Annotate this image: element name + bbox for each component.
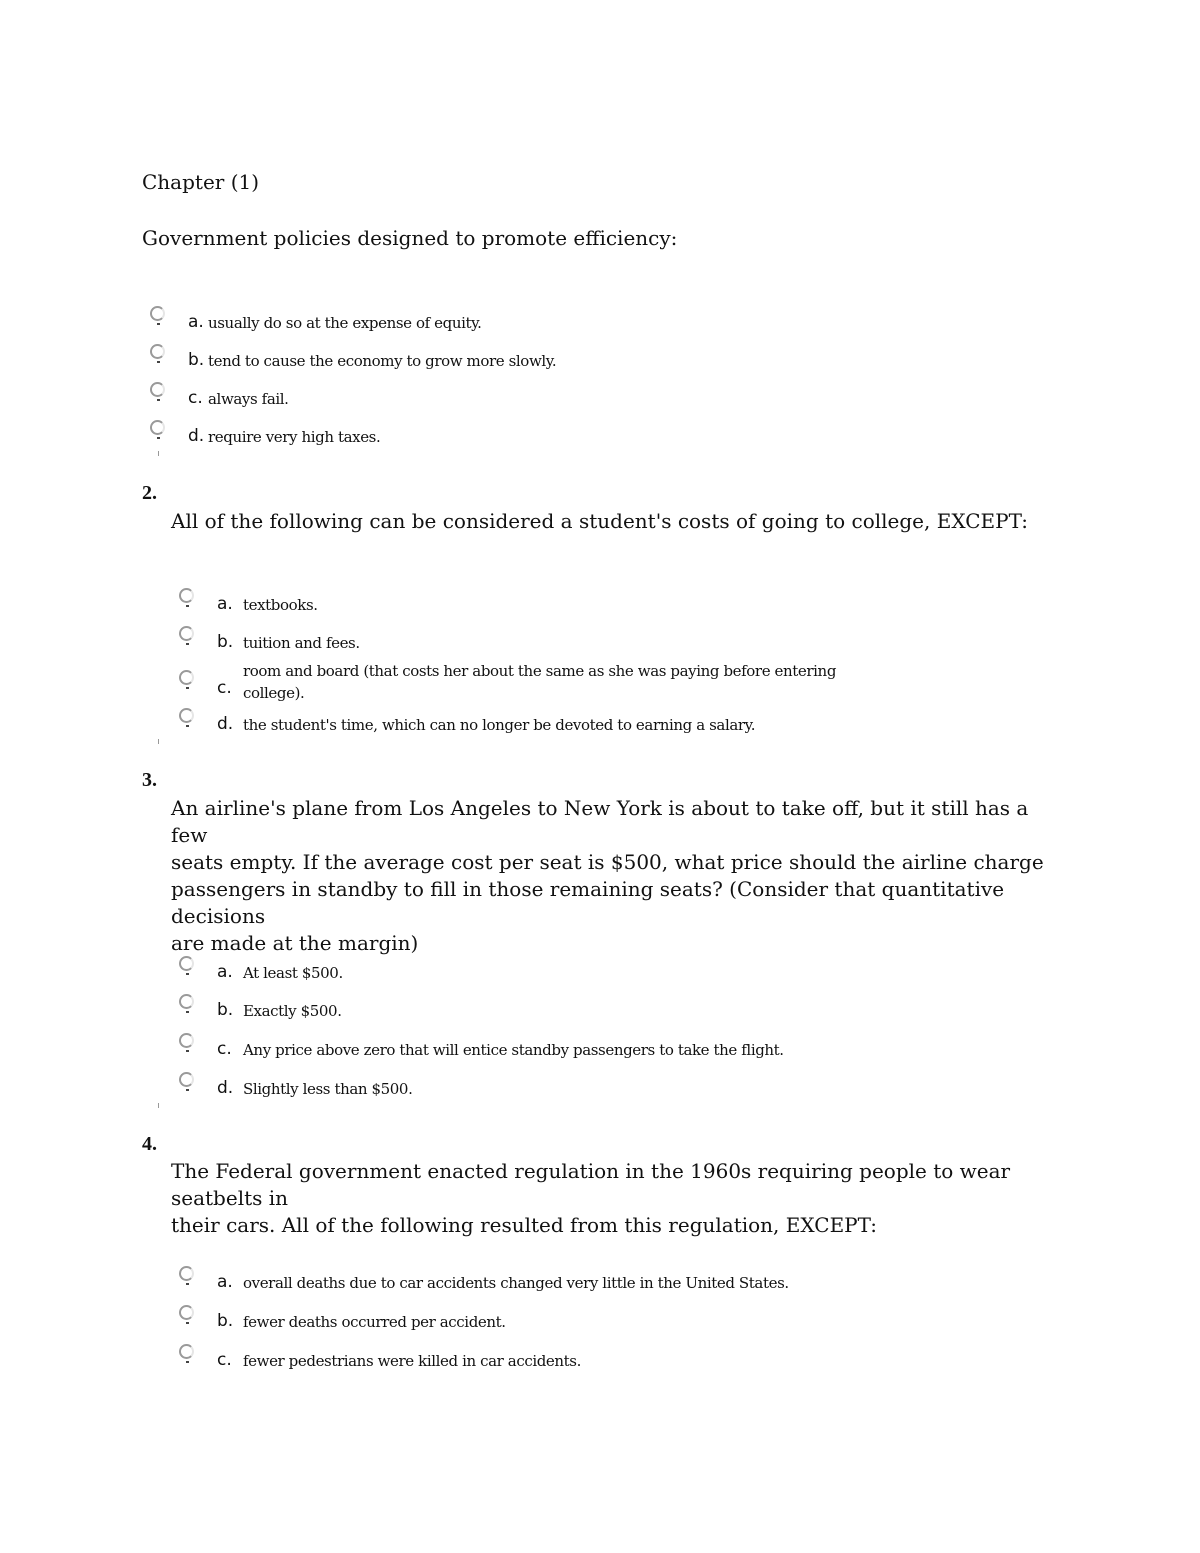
option-letter: a.	[217, 962, 233, 982]
radio-button[interactable]	[179, 1344, 194, 1359]
option-letter: a.	[217, 1272, 233, 1292]
radio-button[interactable]	[179, 1266, 194, 1281]
option-letter: d.	[217, 714, 234, 734]
option-text: usually do so at the expense of equity.	[208, 314, 482, 332]
radio-button[interactable]	[150, 420, 165, 435]
question-3-number: 3.	[142, 769, 157, 791]
option-letter: c.	[188, 388, 203, 408]
radio-button[interactable]	[179, 626, 194, 641]
question-3-line-3: passengers in standby to fill in those remaining seats? (Consider that quantitative decisions	[171, 877, 1005, 928]
radio-button[interactable]	[150, 382, 165, 397]
option-text: overall deaths due to car accidents changed very little in the United States.	[243, 1274, 789, 1292]
option-text: Any price above zero that will entice standby passengers to take the flight.	[243, 1041, 784, 1059]
question-4-number: 4.	[142, 1133, 157, 1155]
option-text: Exactly $500.	[243, 1002, 342, 1020]
question-3-text	[171, 795, 1071, 957]
option-text: At least $500.	[243, 964, 343, 982]
radio-button[interactable]	[179, 670, 194, 685]
option-letter: a.	[217, 594, 233, 614]
radio-button[interactable]	[150, 306, 165, 321]
option-letter: b.	[188, 350, 205, 370]
option-letter: a.	[188, 312, 204, 332]
question-3-line-2: seats empty. If the average cost per seat is $500, what price should the airline charge	[171, 850, 1044, 874]
radio-button[interactable]	[179, 994, 194, 1009]
option-text: always fail.	[208, 390, 289, 408]
option-letter: c.	[217, 678, 232, 698]
option-letter: b.	[217, 1311, 234, 1331]
question-3-line-4: are made at the margin)	[171, 931, 419, 955]
option-text: tend to cause the economy to grow more slowly.	[208, 352, 557, 370]
option-text: textbooks.	[243, 596, 318, 614]
option-letter: c.	[217, 1039, 232, 1059]
option-letter: d.	[217, 1078, 234, 1098]
divider-tick	[158, 1103, 159, 1108]
radio-button[interactable]	[179, 708, 194, 723]
question-2-text: All of the following can be considered a student's costs of going to college, EXCEPT:	[171, 509, 1028, 533]
option-letter: c.	[217, 1350, 232, 1370]
option-text	[243, 660, 836, 704]
radio-button[interactable]	[179, 1033, 194, 1048]
question-2-number: 2.	[142, 482, 157, 504]
option-letter: b.	[217, 632, 234, 652]
radio-button[interactable]	[150, 344, 165, 359]
option-text: tuition and fees.	[243, 634, 360, 652]
question-4-line-2: their cars. All of the following resulted from this regulation, EXCEPT:	[171, 1213, 877, 1237]
question-4-line-1: The Federal government enacted regulation in the 1960s requiring people to wear seatbelts in	[171, 1159, 1011, 1210]
option-text: fewer pedestrians were killed in car accidents.	[243, 1352, 581, 1370]
option-text: fewer deaths occurred per accident.	[243, 1313, 506, 1331]
option-text: Slightly less than $500.	[243, 1080, 413, 1098]
question-4-text	[171, 1158, 1071, 1239]
divider-tick	[158, 739, 159, 744]
radio-button[interactable]	[179, 588, 194, 603]
option-text-line-2: college).	[243, 684, 305, 702]
option-text: require very high taxes.	[208, 428, 381, 446]
option-letter: d.	[188, 426, 205, 446]
radio-button[interactable]	[179, 956, 194, 971]
chapter-heading: Chapter (1)	[142, 170, 260, 194]
option-letter: b.	[217, 1000, 234, 1020]
radio-button[interactable]	[179, 1305, 194, 1320]
radio-button[interactable]	[179, 1072, 194, 1087]
option-text-line-1: room and board (that costs her about the same as she was paying before entering	[243, 662, 837, 680]
option-text: the student's time, which can no longer be devoted to earning a salary.	[243, 716, 756, 734]
question-3-line-1: An airline's plane from Los Angeles to New York is about to take off, but it still has a few	[171, 796, 1029, 847]
question-1-text: Government policies designed to promote efficiency:	[142, 226, 678, 250]
divider-tick	[158, 451, 159, 456]
